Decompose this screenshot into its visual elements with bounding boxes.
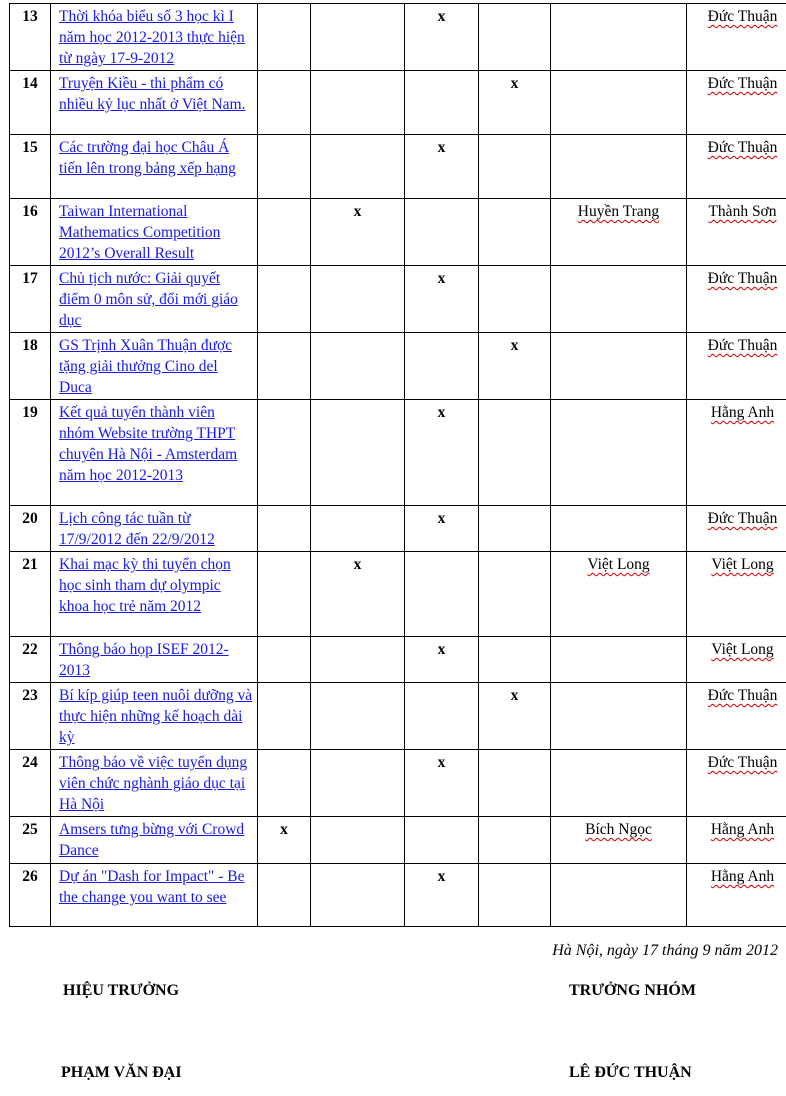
author-name: Việt Long xyxy=(711,641,774,658)
author-cell xyxy=(687,400,786,506)
row-number: 20 xyxy=(10,506,51,552)
row-number: 18 xyxy=(10,333,51,400)
author-name: Đức Thuận xyxy=(707,139,778,156)
author-cell xyxy=(687,683,786,750)
category-cell-1 xyxy=(258,333,311,400)
author-cell xyxy=(687,817,786,864)
reviewer-cell xyxy=(551,266,687,333)
table-row xyxy=(10,750,786,817)
author-cell xyxy=(687,4,786,71)
row-number: 21 xyxy=(10,552,51,637)
category-cell-2 xyxy=(311,864,405,927)
category-cell-1 xyxy=(258,199,311,266)
category-cell-1 xyxy=(258,4,311,71)
author-cell xyxy=(687,750,786,817)
author-name: Thành Sơn xyxy=(708,203,777,220)
author-cell xyxy=(687,864,786,927)
reviewer-cell xyxy=(551,750,687,817)
reviewer-cell xyxy=(551,864,687,927)
table-row xyxy=(10,637,786,683)
reviewer-cell xyxy=(551,135,687,199)
category-cell-1 xyxy=(258,552,311,637)
category-cell-3: x xyxy=(405,4,479,71)
category-cell-2 xyxy=(311,817,405,864)
reviewer-cell xyxy=(551,552,687,637)
principal-name: PHẠM VĂN ĐẠI xyxy=(61,1064,182,1081)
row-number: 23 xyxy=(10,683,51,750)
category-cell-4 xyxy=(479,864,551,927)
author-name: Đức Thuận xyxy=(707,337,778,354)
reviewer-name: Việt Long xyxy=(587,556,650,573)
category-cell-4 xyxy=(479,266,551,333)
category-cell-2 xyxy=(311,750,405,817)
category-cell-2 xyxy=(311,266,405,333)
category-cell-3: x xyxy=(405,750,479,817)
article-link[interactable]: Amsers tưng bừng với Crowd Dance xyxy=(59,821,245,859)
reviewer-cell xyxy=(551,199,687,266)
category-cell-1 xyxy=(258,864,311,927)
principal-title: HIỆU TRƯỞNG xyxy=(63,982,180,999)
category-cell-1 xyxy=(258,750,311,817)
category-cell-1 xyxy=(258,506,311,552)
category-cell-1 xyxy=(258,637,311,683)
article-link[interactable]: GS Trịnh Xuân Thuận được tặng giải thưởng Cino del Duca xyxy=(59,337,233,396)
reviewer-name: Huyền Trang xyxy=(577,203,660,220)
article-title-cell xyxy=(51,400,258,506)
category-cell-3: x xyxy=(405,400,479,506)
category-cell-4: x xyxy=(479,71,551,135)
author-cell xyxy=(687,637,786,683)
row-number: 13 xyxy=(10,4,51,71)
author-name: Đức Thuận xyxy=(707,8,778,25)
table-row xyxy=(10,400,786,506)
row-number: 26 xyxy=(10,864,51,927)
date-line: Hà Nội, ngày 17 tháng 9 năm 2012 xyxy=(552,942,778,959)
table-row xyxy=(10,135,786,199)
category-cell-2 xyxy=(311,506,405,552)
author-cell xyxy=(687,135,786,199)
category-cell-3 xyxy=(405,199,479,266)
table-row xyxy=(10,864,786,927)
category-cell-1 xyxy=(258,266,311,333)
team-leader-name: LÊ ĐỨC THUẬN xyxy=(569,1064,692,1081)
article-link[interactable]: Thời khóa biểu số 3 học kì I năm học 2012-2013 thực hiện từ ngày 17-9-2012 xyxy=(59,8,245,67)
table-row xyxy=(10,817,786,864)
category-cell-2 xyxy=(311,4,405,71)
reviewer-cell xyxy=(551,637,687,683)
article-link[interactable]: Kết quả tuyển thành viên nhóm Website trường THPT chuyên Hà Nội - Amsterdam năm học 2012-2013 xyxy=(59,404,238,484)
author-name: Đức Thuận xyxy=(707,510,778,527)
article-link[interactable]: Khai mạc kỳ thi tuyển chọn học sinh tham dự olympic khoa học trẻ năm 2012 xyxy=(59,556,231,615)
article-title-cell xyxy=(51,683,258,750)
category-cell-2: x xyxy=(311,199,405,266)
article-link[interactable]: Các trường đại học Châu Á tiến lên trong bảng xếp hạng xyxy=(59,139,236,177)
article-title-cell xyxy=(51,552,258,637)
article-title-cell xyxy=(51,637,258,683)
table-row xyxy=(10,199,786,266)
category-cell-1 xyxy=(258,400,311,506)
author-name: Đức Thuận xyxy=(707,687,778,704)
table-row xyxy=(10,266,786,333)
category-cell-2 xyxy=(311,637,405,683)
row-number: 24 xyxy=(10,750,51,817)
table-row xyxy=(10,333,786,400)
article-title-cell xyxy=(51,864,258,927)
article-title-cell xyxy=(51,750,258,817)
reviewer-cell xyxy=(551,4,687,71)
category-cell-3 xyxy=(405,817,479,864)
table-row xyxy=(10,552,786,637)
article-title-cell xyxy=(51,817,258,864)
author-cell xyxy=(687,333,786,400)
team-leader-title: TRƯỞNG NHÓM xyxy=(569,982,696,999)
reviewer-name: Bích Ngọc xyxy=(585,821,652,838)
author-cell xyxy=(687,506,786,552)
article-title-cell xyxy=(51,71,258,135)
row-number: 25 xyxy=(10,817,51,864)
author-name: Đức Thuận xyxy=(707,270,778,287)
article-title-cell xyxy=(51,506,258,552)
category-cell-1 xyxy=(258,71,311,135)
row-number: 15 xyxy=(10,135,51,199)
category-cell-2: x xyxy=(311,552,405,637)
author-cell xyxy=(687,71,786,135)
category-cell-3: x xyxy=(405,864,479,927)
article-link[interactable]: Thông báo về việc tuyển dụng viên chức nghành giáo dục tại Hà Nội xyxy=(59,754,248,813)
row-number: 22 xyxy=(10,637,51,683)
category-cell-2 xyxy=(311,683,405,750)
author-name: Việt Long xyxy=(711,556,774,573)
category-cell-4 xyxy=(479,135,551,199)
article-link[interactable]: Lịch công tác tuần từ 17/9/2012 đến 22/9/2012 xyxy=(59,510,215,548)
category-cell-3: x xyxy=(405,135,479,199)
category-cell-3: x xyxy=(405,266,479,333)
category-cell-2 xyxy=(311,135,405,199)
author-name: Hằng Anh xyxy=(710,868,775,885)
table-row xyxy=(10,506,786,552)
article-link[interactable]: Thông báo họp ISEF 2012-2013 xyxy=(59,641,229,679)
category-cell-4: x xyxy=(479,683,551,750)
category-cell-4 xyxy=(479,199,551,266)
category-cell-2 xyxy=(311,333,405,400)
author-cell xyxy=(687,266,786,333)
article-title-cell xyxy=(51,4,258,71)
author-cell xyxy=(687,199,786,266)
category-cell-4 xyxy=(479,817,551,864)
reviewer-cell xyxy=(551,71,687,135)
article-link[interactable]: Bí kíp giúp teen nuôi dưỡng và thực hiện những kế hoạch dài kỳ xyxy=(59,687,253,746)
article-title-cell xyxy=(51,135,258,199)
article-title-cell xyxy=(51,199,258,266)
author-name: Hằng Anh xyxy=(710,404,775,421)
article-title-cell xyxy=(51,333,258,400)
table-row xyxy=(10,683,786,750)
category-cell-3 xyxy=(405,683,479,750)
article-title-cell xyxy=(51,266,258,333)
article-link[interactable]: Chủ tịch nước: Giải quyết điểm 0 môn sử, đổi mới giáo dục xyxy=(59,270,238,329)
reviewer-cell xyxy=(551,683,687,750)
article-link[interactable]: Truyện Kiều - thi phẩm có nhiều kỷ lục nhất ở Việt Nam. xyxy=(59,75,246,113)
category-cell-3 xyxy=(405,552,479,637)
article-link[interactable]: Dự án "Dash for Impact" - Be the change you want to see xyxy=(59,868,245,906)
row-number: 14 xyxy=(10,71,51,135)
reviewer-cell xyxy=(551,506,687,552)
category-cell-3 xyxy=(405,71,479,135)
category-cell-2 xyxy=(311,71,405,135)
table-row xyxy=(10,71,786,135)
category-cell-4 xyxy=(479,4,551,71)
row-number: 17 xyxy=(10,266,51,333)
author-cell xyxy=(687,552,786,637)
category-cell-4 xyxy=(479,506,551,552)
category-cell-3: x xyxy=(405,506,479,552)
article-link[interactable]: Taiwan International Mathematics Competition 2012’s Overall Result xyxy=(59,203,221,262)
category-cell-1 xyxy=(258,135,311,199)
reviewer-cell xyxy=(551,817,687,864)
articles-table xyxy=(9,3,786,927)
category-cell-1: x xyxy=(258,817,311,864)
author-name: Đức Thuận xyxy=(707,754,778,771)
category-cell-4 xyxy=(479,552,551,637)
table-row xyxy=(10,4,786,71)
category-cell-4 xyxy=(479,637,551,683)
reviewer-cell xyxy=(551,333,687,400)
author-name: Đức Thuận xyxy=(707,75,778,92)
category-cell-4: x xyxy=(479,333,551,400)
reviewer-cell xyxy=(551,400,687,506)
category-cell-4 xyxy=(479,750,551,817)
category-cell-2 xyxy=(311,400,405,506)
author-name: Hằng Anh xyxy=(710,821,775,838)
category-cell-3: x xyxy=(405,637,479,683)
category-cell-1 xyxy=(258,683,311,750)
category-cell-4 xyxy=(479,400,551,506)
row-number: 19 xyxy=(10,400,51,506)
category-cell-3 xyxy=(405,333,479,400)
row-number: 16 xyxy=(10,199,51,266)
